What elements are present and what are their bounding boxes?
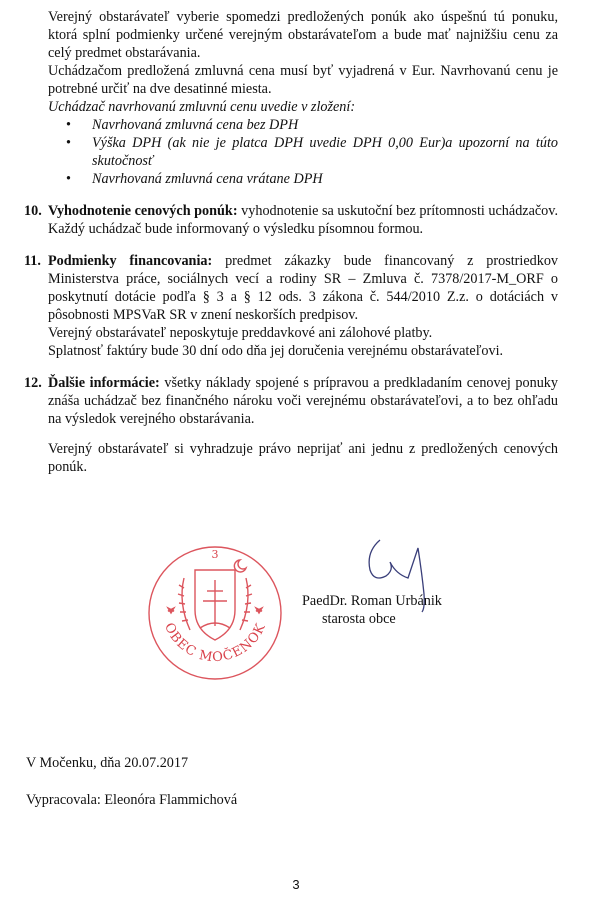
list-item: • Navrhovaná zmluvná cena bez DPH	[48, 116, 558, 134]
prepared-by: Vypracovala: Eleonóra Flammichová	[26, 792, 238, 808]
list-item: • Navrhovaná zmluvná cena vrátane DPH	[48, 170, 558, 188]
signatory-block	[302, 592, 482, 628]
section-10-title: Vyhodnotenie cenových ponúk:	[48, 203, 238, 219]
closing-paragraph: Verejný obstarávateľ si vyhradzuje právo neprijať ani jednu z predložených cenových ponúk.	[48, 441, 558, 475]
intro-paragraph-1: Verejný obstarávateľ vyberie spomedzi predložených ponúk ako úspešnú tú ponuku, ktorá splní podmienky určené verejným obstarávateľom a bude mať najnižšiu cenu za celý predmet obstarávania.	[48, 9, 558, 61]
intro-paragraph-2: Uchádzačom predložená zmluvná cena musí byť vyjadrená v Eur. Navrhovanú cenu je potrebné určiť na dve desatinné miesta.	[48, 63, 558, 97]
stamp-text: OBEC MOČENOK	[160, 620, 269, 666]
intro-paragraph-3: Uchádzač navrhovanú zmluvnú cenu uvedie v zložení:	[48, 99, 356, 115]
section-12-text: všetky náklady spojené s prípravou a predkladaním cenovej ponuky znáša uchádzač bez finančného nároku voči verejnému obstarávateľovi, a to bez ohľadu na výsledok verejného obstarávania.	[48, 375, 558, 427]
signatory-name: PaedDr. Roman Urbánik	[302, 593, 442, 609]
intro-block	[48, 8, 558, 188]
stamp-number: 3	[211, 548, 219, 561]
section-12-title: Ďalšie informácie:	[48, 375, 160, 391]
signatory-role: starosta obce	[322, 611, 396, 627]
section-11-text: predmet zákazky bude financovaný z prostriedkov Ministerstva práce, sociálnych vecí a rodiny SR – Zmluva č. 7378/2017-M_ORF o poskytnutí dotácie podľa § 3 a § 12 ods. 3 zákona č. 544/2010 Z.z. o dotáciách v pôsobnosti MPSVaR SR v znení neskorších predpisov.	[48, 253, 559, 323]
price-composition-list	[48, 116, 558, 188]
municipality-stamp	[140, 538, 290, 688]
section-11-extra-2: Splatnosť faktúry bude 30 dní odo dňa jej doručenia verejnému obstarávateľovi.	[48, 343, 504, 359]
section-11-extra-1: Verejný obstarávateľ neposkytuje preddavkové ani zálohové platby.	[48, 325, 433, 341]
section-12	[48, 374, 558, 428]
section-11-number: 11.	[24, 253, 41, 269]
list-item: • Výška DPH (ak nie je platca DPH uvedie DPH 0,00 Eur)a upozorní na túto skutočnosť	[48, 134, 558, 170]
section-10-number: 10.	[24, 203, 42, 219]
section-10	[48, 202, 558, 238]
place-and-date: V Močenku, dňa 20.07.2017	[26, 755, 189, 771]
section-10-text: vyhodnotenie sa uskutoční bez prítomnosti uchádzačov. Každý uchádzač bude informovaný o výsledku písomnou formou.	[48, 203, 558, 237]
section-12-number: 12.	[24, 375, 42, 391]
page-number: 3	[292, 877, 300, 892]
section-11	[48, 252, 558, 360]
section-11-title: Podmienky financovania:	[48, 253, 213, 269]
